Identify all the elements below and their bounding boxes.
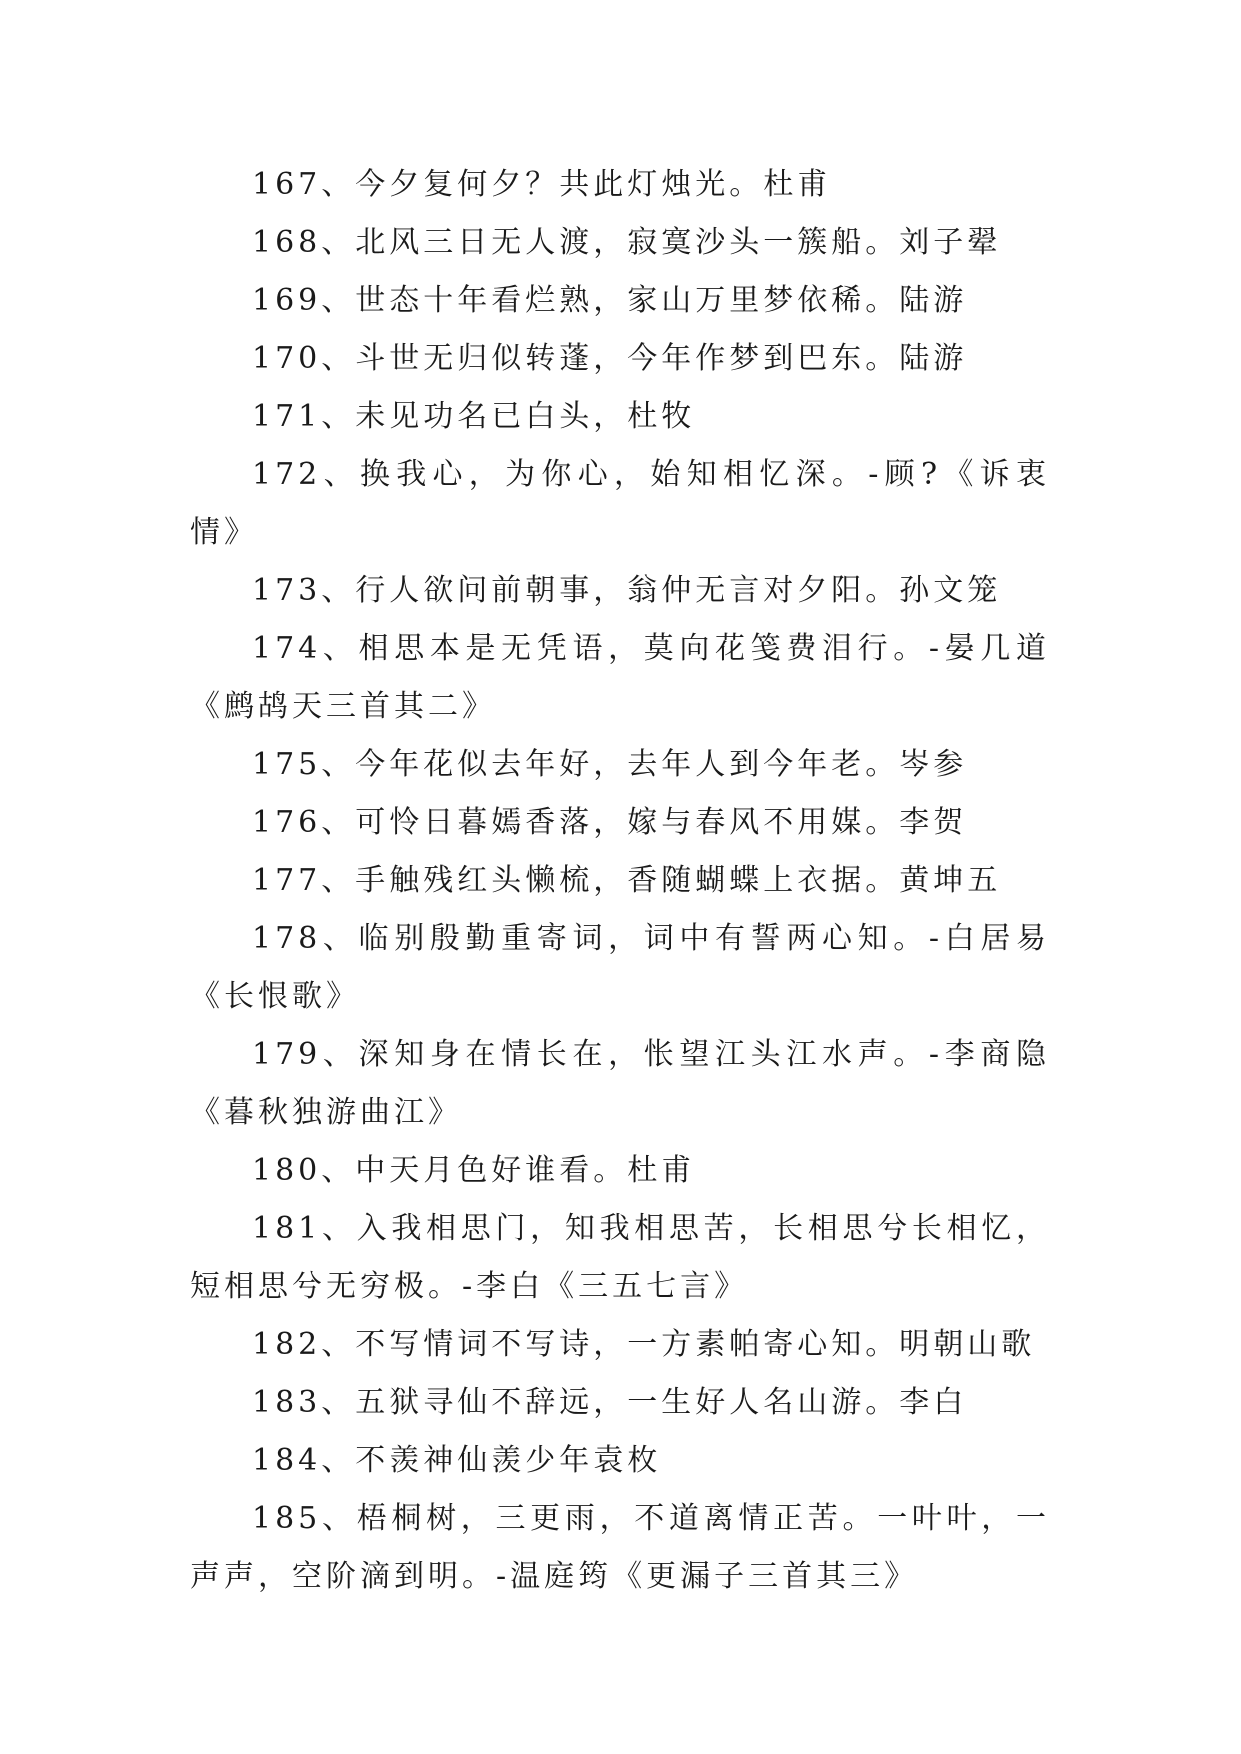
list-item: 184、不羡神仙羡少年袁枚 xyxy=(252,1443,662,1478)
list-item: 185、梧桐树，三更雨，不道离情正苦。一叶叶，一声声，空阶滴到明。-温庭筠《更漏子三首其三》 xyxy=(190,1501,1050,1594)
list-item: 181、入我相思门，知我相思苦，长相思兮长相忆，短相思兮无穷极。-李白《三五七言》 xyxy=(190,1211,1050,1304)
list-item: 178、临别殷勤重寄词，词中有誓两心知。-白居易《长恨歌》 xyxy=(190,921,1050,1014)
list-item: 173、行人欲问前朝事，翁仲无言对夕阳。孙文笼 xyxy=(252,573,1002,608)
list-item: 169、世态十年看烂熟，家山万里梦依稀。陆游 xyxy=(252,283,968,318)
list-item: 172、换我心，为你心，始知相忆深。-顾?《诉衷情》 xyxy=(190,457,1050,550)
list-item: 170、斗世无归似转蓬，今年作梦到巴东。陆游 xyxy=(252,341,968,376)
list-item: 183、五狱寻仙不辞远，一生好人名山游。李白 xyxy=(252,1385,968,1420)
list-item: 180、中天月色好谁看。杜甫 xyxy=(252,1153,696,1188)
list-item: 177、手触残红头懒梳，香随蝴蝶上衣据。黄坤五 xyxy=(252,863,1002,898)
list-item: 175、今年花似去年好，去年人到今年老。岑参 xyxy=(252,747,968,782)
list-item: 167、今夕复何夕？共此灯烛光。杜甫 xyxy=(252,167,832,202)
list-item: 182、不写情词不写诗，一方素帕寄心知。明朝山歌 xyxy=(252,1327,1036,1362)
list-item: 174、相思本是无凭语，莫向花笺费泪行。-晏几道《鹧鸪天三首其二》 xyxy=(190,631,1050,724)
list-item: 176、可怜日暮嫣香落，嫁与春风不用媒。李贺 xyxy=(252,805,968,840)
poem-list xyxy=(190,156,1050,1606)
list-item: 171、未见功名已白头，杜牧 xyxy=(252,399,696,434)
list-item: 179、深知身在情长在，怅望江头江水声。-李商隐《暮秋独游曲江》 xyxy=(190,1037,1050,1130)
list-item: 168、北风三日无人渡，寂寞沙头一簇船。刘子翚 xyxy=(252,225,1002,260)
